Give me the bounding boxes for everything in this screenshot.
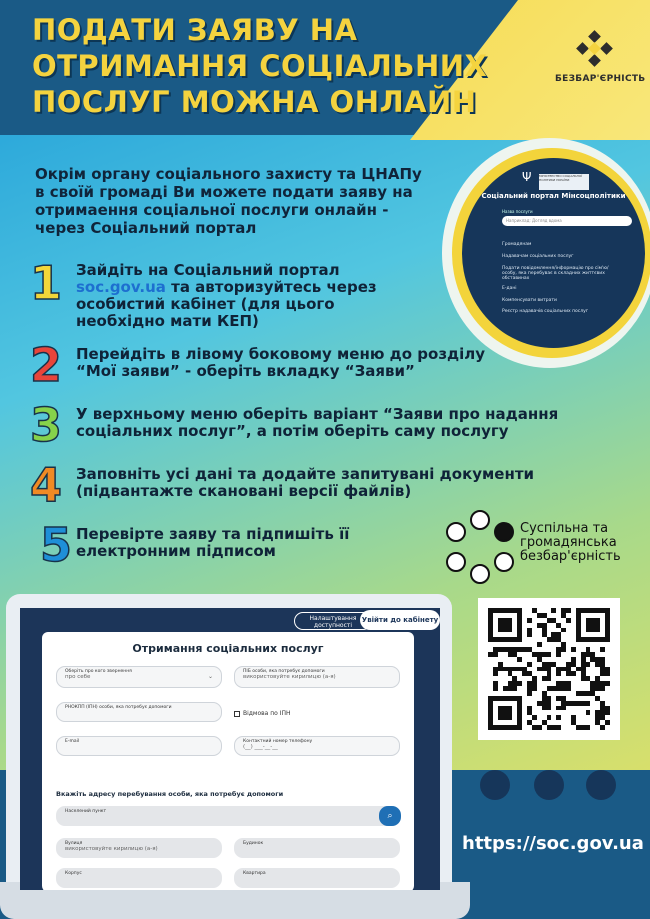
step-text-part: Зайдіть на Соціальний портал — [76, 261, 340, 279]
step-text: Заповніть усі дані та додайте запитувані документи (підвантажте скановані версії файлів) — [76, 465, 535, 500]
page-title — [32, 12, 492, 120]
title-line-2: ОТРИМАННЯ СОЦІАЛЬНИХ — [32, 49, 488, 83]
decor-dot — [480, 770, 510, 800]
field-label: Корпус — [65, 871, 82, 876]
logo-dot — [446, 522, 466, 542]
intro-text: Окрім органу соціального захисту та ЦНАПу в своїй громаді Ви можете подати заяву на отримаення соціальної послуги онлайн - через Соціальний портал — [35, 165, 422, 237]
logo-dot — [470, 564, 490, 584]
logo-dot — [446, 552, 466, 572]
step-text: У верхньому меню оберіть варіант “Заяви про надання соціальних послуг”, а потім оберіть саму послугу — [76, 405, 559, 440]
step-number: 3 — [30, 398, 63, 452]
checkbox-label: Відмова по ІПН — [243, 710, 291, 717]
ministry-logo: МІНІСТЕРСТВО СОЦІАЛЬНОЇ ПОЛІТИКИ УКРАЇНИ — [539, 174, 589, 190]
apartment-field[interactable] — [234, 868, 400, 888]
field-value: використовуйте кирилицю (а-я) — [243, 674, 336, 680]
bezbariernist-logo — [555, 32, 646, 84]
portal-logos — [522, 166, 592, 182]
soc-gov-link[interactable]: soc.gov.ua — [76, 278, 166, 296]
phone-field[interactable] — [234, 736, 400, 756]
step-number: 5 — [40, 518, 73, 572]
checkbox-box[interactable] — [234, 711, 240, 717]
step-number: 4 — [30, 458, 63, 512]
logo-dot — [494, 552, 514, 572]
portal-item[interactable]: Реєстр надавачів соціальних послуг — [502, 309, 589, 314]
portal-item[interactable]: Е-дані — [502, 286, 517, 291]
field-label: Квартира — [243, 871, 266, 876]
civil-accessibility-text — [520, 522, 621, 564]
portal-item[interactable]: Надавачам соціальних послуг — [502, 254, 574, 259]
house-field[interactable] — [234, 838, 400, 858]
laptop-screen — [20, 608, 440, 890]
step-text: Перевірте заяву та підпишіть її електронним підписом — [76, 525, 350, 560]
login-cabinet-button[interactable]: Увійти до кабінету — [360, 610, 440, 630]
portal-search-label: Назва послуги — [502, 209, 533, 214]
logo-text: БЕЗБАР'ЄРНІСТЬ — [555, 74, 646, 84]
social-services-form — [42, 632, 414, 890]
field-value: про себе — [65, 674, 91, 680]
portal-item[interactable]: Компенсувати витрати — [502, 298, 557, 303]
step-number: 1 — [30, 256, 63, 310]
street-field[interactable] — [56, 838, 222, 858]
decor-dot — [534, 770, 564, 800]
logo-dot — [494, 522, 514, 542]
decor-dot — [586, 770, 616, 800]
email-field[interactable] — [56, 736, 222, 756]
settlement-field[interactable] — [56, 806, 400, 826]
refuse-tax-id-checkbox[interactable] — [234, 710, 291, 717]
full-name-field[interactable] — [234, 666, 400, 688]
tax-id-field[interactable] — [56, 702, 222, 722]
field-label: РНОКПП (ІПН) особи, яка потребує допомоги — [65, 705, 172, 710]
portal-title: Соціальний портал Мінсоцполітики — [481, 192, 626, 200]
field-value: використовуйте кирилицю (а-я) — [65, 846, 158, 852]
portal-search-input[interactable]: Наприклад: Догляд вдома — [502, 216, 632, 226]
civil-accessibility-logo — [442, 508, 622, 588]
bezbariernist-mark-icon — [578, 32, 612, 66]
cs-line: Суспільна та — [520, 521, 609, 536]
field-value: (__) ___-__-__ — [243, 744, 278, 750]
about-whom-select[interactable] — [56, 666, 222, 688]
building-field[interactable] — [56, 868, 222, 888]
field-label: Вулиця — [65, 841, 83, 846]
accessibility-settings-button[interactable]: Налаштування доступності — [294, 612, 372, 630]
step-text — [76, 262, 406, 330]
chevron-down-icon: ⌄ — [207, 673, 213, 680]
form-title: Отримання соціальних послуг — [132, 642, 324, 655]
step-number: 2 — [30, 338, 63, 392]
logo-dot — [470, 510, 490, 530]
portal-item[interactable]: Подати повідомлення/інформацію про сім'ю/особу, яка перебуває в складних життєвих обставинах — [502, 266, 609, 281]
portal-screenshot — [462, 158, 645, 348]
address-section-title: Вкажіть адресу перебування особи, яка потребує допомоги — [56, 790, 284, 798]
site-url[interactable]: https://soc.gov.ua — [462, 833, 644, 854]
field-label: Будинок — [243, 841, 264, 846]
field-label: Контактний номер телефону — [243, 739, 313, 744]
field-label: Оберіть про кого звернення — [65, 669, 132, 674]
portal-item[interactable]: Громадянам — [502, 242, 532, 247]
step-text-part: та авторизуйтесь через особистий кабінет (для цього необхідно мати КЕП) — [76, 278, 377, 330]
field-label: E-mail — [65, 739, 80, 744]
field-label: Населений пункт — [65, 809, 107, 814]
search-icon[interactable]: ⌕ — [379, 806, 401, 826]
cs-line: безбар'єрність — [520, 549, 621, 564]
step-text: Перейдіть в лівому боковому меню до розділу “Мої заяви” - оберіть вкладку “Заяви” — [76, 345, 486, 380]
cs-line: громадянська — [520, 535, 617, 550]
field-label: ПІБ особи, яка потребує допомоги — [243, 669, 325, 674]
qr-code-pattern — [488, 608, 610, 730]
trident-icon: Ψ — [522, 170, 532, 184]
title-line-3: ПОСЛУГ МОЖНА ОНЛАЙН — [32, 85, 477, 119]
qr-code[interactable] — [478, 598, 620, 740]
title-line-1: ПОДАТИ ЗАЯВУ НА — [32, 13, 358, 47]
